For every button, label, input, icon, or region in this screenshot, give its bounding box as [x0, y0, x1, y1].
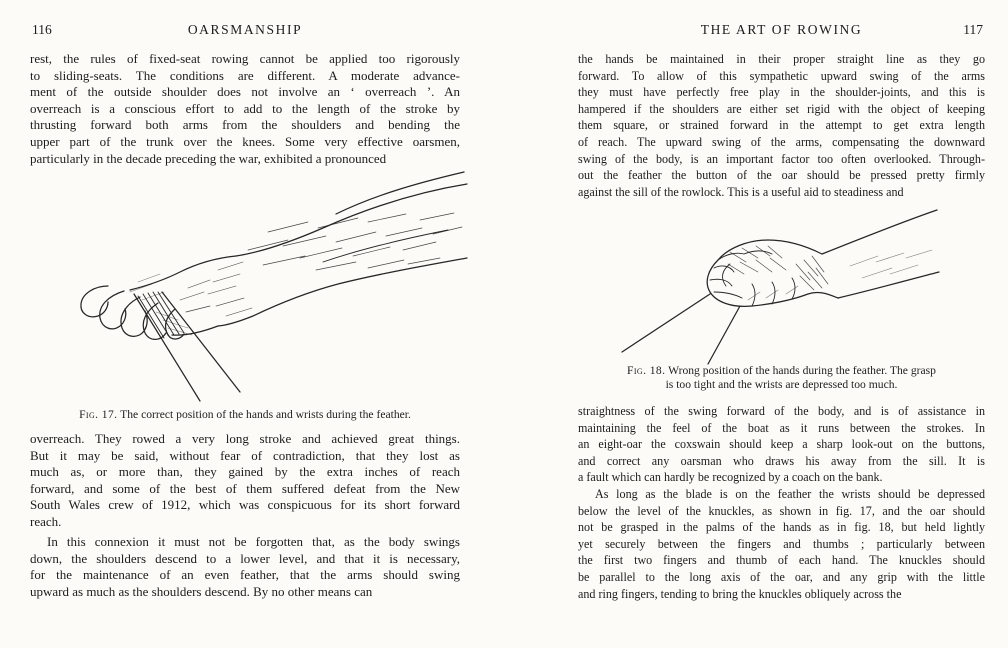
text-line: In this connexion it must not be forgotten that, as the body swings	[47, 534, 460, 549]
text-line: maintaining the feel of the boat as it runs between the strokes. In	[578, 420, 985, 435]
figure-18-illustration	[610, 206, 940, 366]
paragraph	[578, 403, 985, 486]
paragraph	[30, 51, 460, 167]
text-line: them square, or strained forward in the attempt to get extra length	[578, 118, 985, 133]
paragraph	[578, 51, 985, 200]
text-line: for the maintenance of an even feather, that the arms should swing	[30, 567, 460, 583]
text-line: But it may be said, without fear of contradiction, that they lost as	[30, 447, 460, 463]
text-line: an eight-oar the coxswain should keep a sharp look-out on the buttons,	[578, 437, 985, 452]
text-line: overreach is a conscious effort to add to the length of the stroke by	[30, 100, 460, 116]
running-title-left: OARSMANSHIP	[187, 22, 303, 37]
text-line: rest, the rules of fixed-seat rowing cannot be applied too rigorously	[30, 51, 460, 66]
text-line: straightness of the swing forward of the body, and is of assistance in	[578, 404, 985, 418]
text-line: As long as the blade is on the feather the wrists should be depressed	[595, 487, 985, 501]
running-header-right	[578, 22, 985, 38]
text-line: yet securely between the fingers and thumbs ; particularly between	[578, 536, 985, 551]
text-line: out the feather the button of the oar should be pressed pretty firmly	[578, 168, 985, 183]
figure-18-caption	[578, 364, 985, 392]
text-line: not be grasped in the palms of the hands as in fig. 18, but held lightly	[578, 520, 985, 535]
text-line: forward, and some of the best of them suffered defeat from the New	[30, 480, 460, 496]
paragraph	[578, 486, 985, 602]
text-line: be parallel to the long axis of the oar, and any grip with the little	[578, 569, 985, 584]
hand-on-oar-correct-drawing	[68, 170, 468, 405]
text-line: much as, or more than, they gained by the extra inches of reach	[30, 464, 460, 480]
figure-18-caption-line2: is too tight and the wrists are depressed too much.	[665, 378, 898, 391]
text-line: hampered if the shoulders are either set rigid with the object of keeping	[578, 101, 985, 116]
text-line: forward. To allow of this sympathetic upward swing of the arms	[578, 68, 985, 83]
text-line: overreach. They rowed a very long stroke and achieved great things.	[30, 431, 460, 446]
text-line: upward as much as the shoulders descend. By no other means can	[30, 583, 373, 599]
running-title-right: THE ART OF ROWING	[700, 22, 863, 37]
text-line: thrusting forward both arms from the shoulders and bending the	[30, 117, 460, 133]
text-line: reach.	[30, 513, 62, 529]
text-line: particularly in the decade preceding the war, exhibited a pronounced	[30, 150, 387, 166]
figure-17-caption-label: Fig. 17.	[79, 408, 118, 421]
figure-17-illustration	[68, 170, 468, 405]
text-line: the hands be maintained in their proper straight line as they go	[578, 52, 985, 66]
text-line: South Wales crew of 1912, which was conspicuous for its short forward	[30, 497, 460, 513]
figure-18-caption-line1	[578, 364, 985, 378]
text-line: below the level of the knuckles, as shown in fig. 17, and the oar should	[578, 503, 985, 518]
figure-17-caption-text: The correct position of the hands and wrists during the feather.	[120, 408, 411, 421]
figure-18-caption-text: Wrong position of the hands during the feather. The grasp	[668, 364, 936, 377]
figure-17-caption	[30, 408, 460, 422]
text-line: they must have perfectly free play in the shoulder-joints, and this is	[578, 85, 985, 100]
text-line: to sliding-seats. The conditions are different. A moderate advance-	[30, 67, 460, 83]
text-line: and ring fingers, tending to bring the knuckles obliquely across the	[578, 586, 902, 601]
figure-18-caption-label: Fig. 18.	[627, 364, 666, 377]
text-line: down, the shoulders descend to a lower level, and that it is necessary,	[30, 550, 460, 566]
text-line: of reach. The upward swing of the arms, compensating the downward	[578, 134, 985, 149]
page-number-right: 117	[963, 22, 983, 37]
text-line: the first two fingers and thumb of each hand. The knuckles should	[578, 553, 985, 568]
page-number-left: 116	[32, 22, 52, 37]
text-line: ment of the outside shoulder does not involve an ‘ overreach ’. An	[30, 84, 460, 100]
running-header-left	[30, 22, 460, 38]
hand-on-oar-wrong-drawing	[610, 206, 940, 366]
text-line: and correct any oarsman who draws his away from the sill. It is	[578, 453, 985, 468]
text-line: swing of the body, is an important factor too often overlooked. Through-	[578, 151, 985, 166]
text-line: upper part of the trunk over the knees. Some very effective oarsmen,	[30, 133, 460, 149]
paragraph	[30, 431, 460, 531]
text-line: a fault which can hardly be recognized by a coach on the bank.	[578, 470, 883, 485]
paragraph	[30, 534, 460, 600]
text-line: against the sill of the rowlock. This is a useful aid to steadiness and	[578, 184, 904, 199]
